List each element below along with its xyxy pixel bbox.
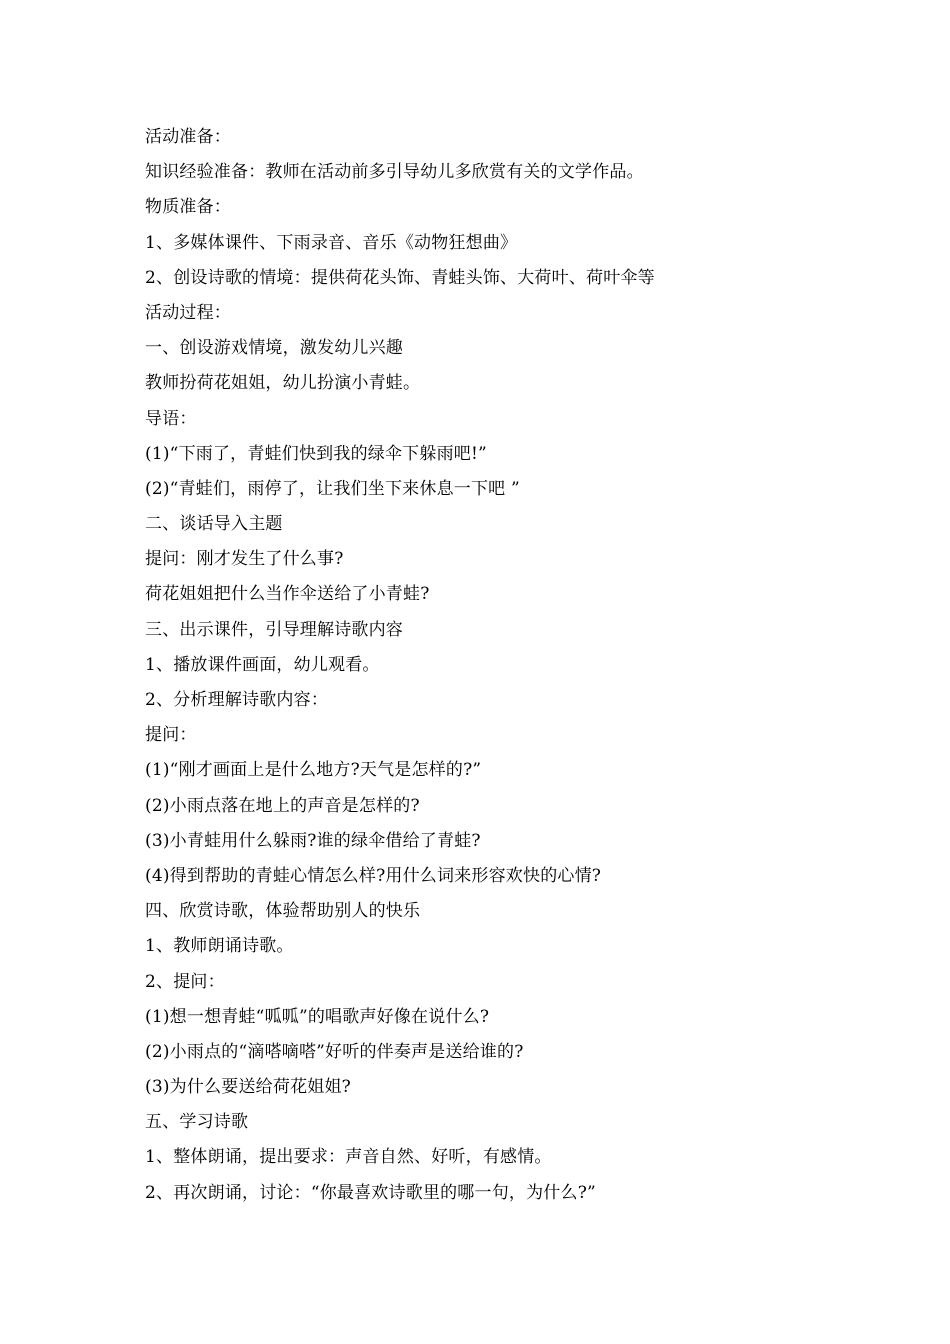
text-line: 1、播放课件画面，幼儿观看。 <box>145 654 380 675</box>
heading-activity-process: 活动过程： <box>145 302 231 323</box>
document-body <box>145 120 845 1211</box>
text-knowledge-preparation: 知识经验准备：教师在活动前多引导幼儿多欣赏有关的文学作品。 <box>145 162 644 183</box>
text-line: 荷花姐姐把什么当作伞送给了小青蛙? <box>145 584 430 605</box>
text-line: (1)想一想青蛙“呱呱”的唱歌声好像在说什么? <box>145 1006 490 1027</box>
section-heading-4: 四、欣赏诗歌，体验帮助别人的快乐 <box>145 901 421 922</box>
text-line: (2)小雨点落在地上的声音是怎样的? <box>145 795 420 816</box>
text-line: (3)小青蛙用什么躲雨?谁的绿伞借给了青蛙? <box>145 830 481 851</box>
text-line: (4)得到帮助的青蛙心情怎么样?用什么词来形容欢快的心情? <box>145 865 602 886</box>
text-line: 2、分析理解诗歌内容： <box>145 690 329 710</box>
list-item-material-1: 1、多媒体课件、下雨录音、音乐《动物狂想曲》 <box>145 232 518 253</box>
text-line: 教师扮荷花姐姐，幼儿扮演小青蛙。 <box>145 373 421 394</box>
section-heading-2: 二、谈话导入主题 <box>145 514 283 535</box>
heading-activity-preparation: 活动准备： <box>145 127 231 147</box>
text-line: (2)小雨点的“滴嗒嘀嗒”好听的伴奏声是送给谁的? <box>145 1041 524 1062</box>
text-line: (2)“青蛙们，雨停了，让我们坐下来休息一下吧 ” <box>145 478 520 499</box>
text-line: 2、提问： <box>145 971 225 992</box>
text-line: 提问： <box>145 725 197 746</box>
text-line: (3)为什么要送给荷花姐姐? <box>145 1077 351 1098</box>
text-line: 1、教师朗诵诗歌。 <box>145 936 294 957</box>
text-line: 1、整体朗诵，提出要求：声音自然、好听，有感情。 <box>145 1147 552 1168</box>
text-line: 导语： <box>145 408 197 429</box>
section-heading-3: 三、出示课件，引导理解诗歌内容 <box>145 619 403 640</box>
section-heading-5: 五、学习诗歌 <box>145 1112 249 1133</box>
list-item-material-2: 2、创设诗歌的情境：提供荷花头饰、青蛙头饰、大荷叶、荷叶伞等 <box>145 267 655 288</box>
text-line: 2、再次朗诵，讨论：“你最喜欢诗歌里的哪一句，为什么?” <box>145 1182 596 1203</box>
section-heading-1: 一、创设游戏情境，激发幼儿兴趣 <box>145 338 403 359</box>
text-line: 提问：刚才发生了什么事? <box>145 549 344 570</box>
text-line: (1)“刚才画面上是什么地方?天气是怎样的?” <box>145 760 482 781</box>
text-line: (1)“下雨了，青蛙们快到我的绿伞下躲雨吧!” <box>145 443 487 464</box>
heading-material-preparation: 物质准备： <box>145 197 231 218</box>
